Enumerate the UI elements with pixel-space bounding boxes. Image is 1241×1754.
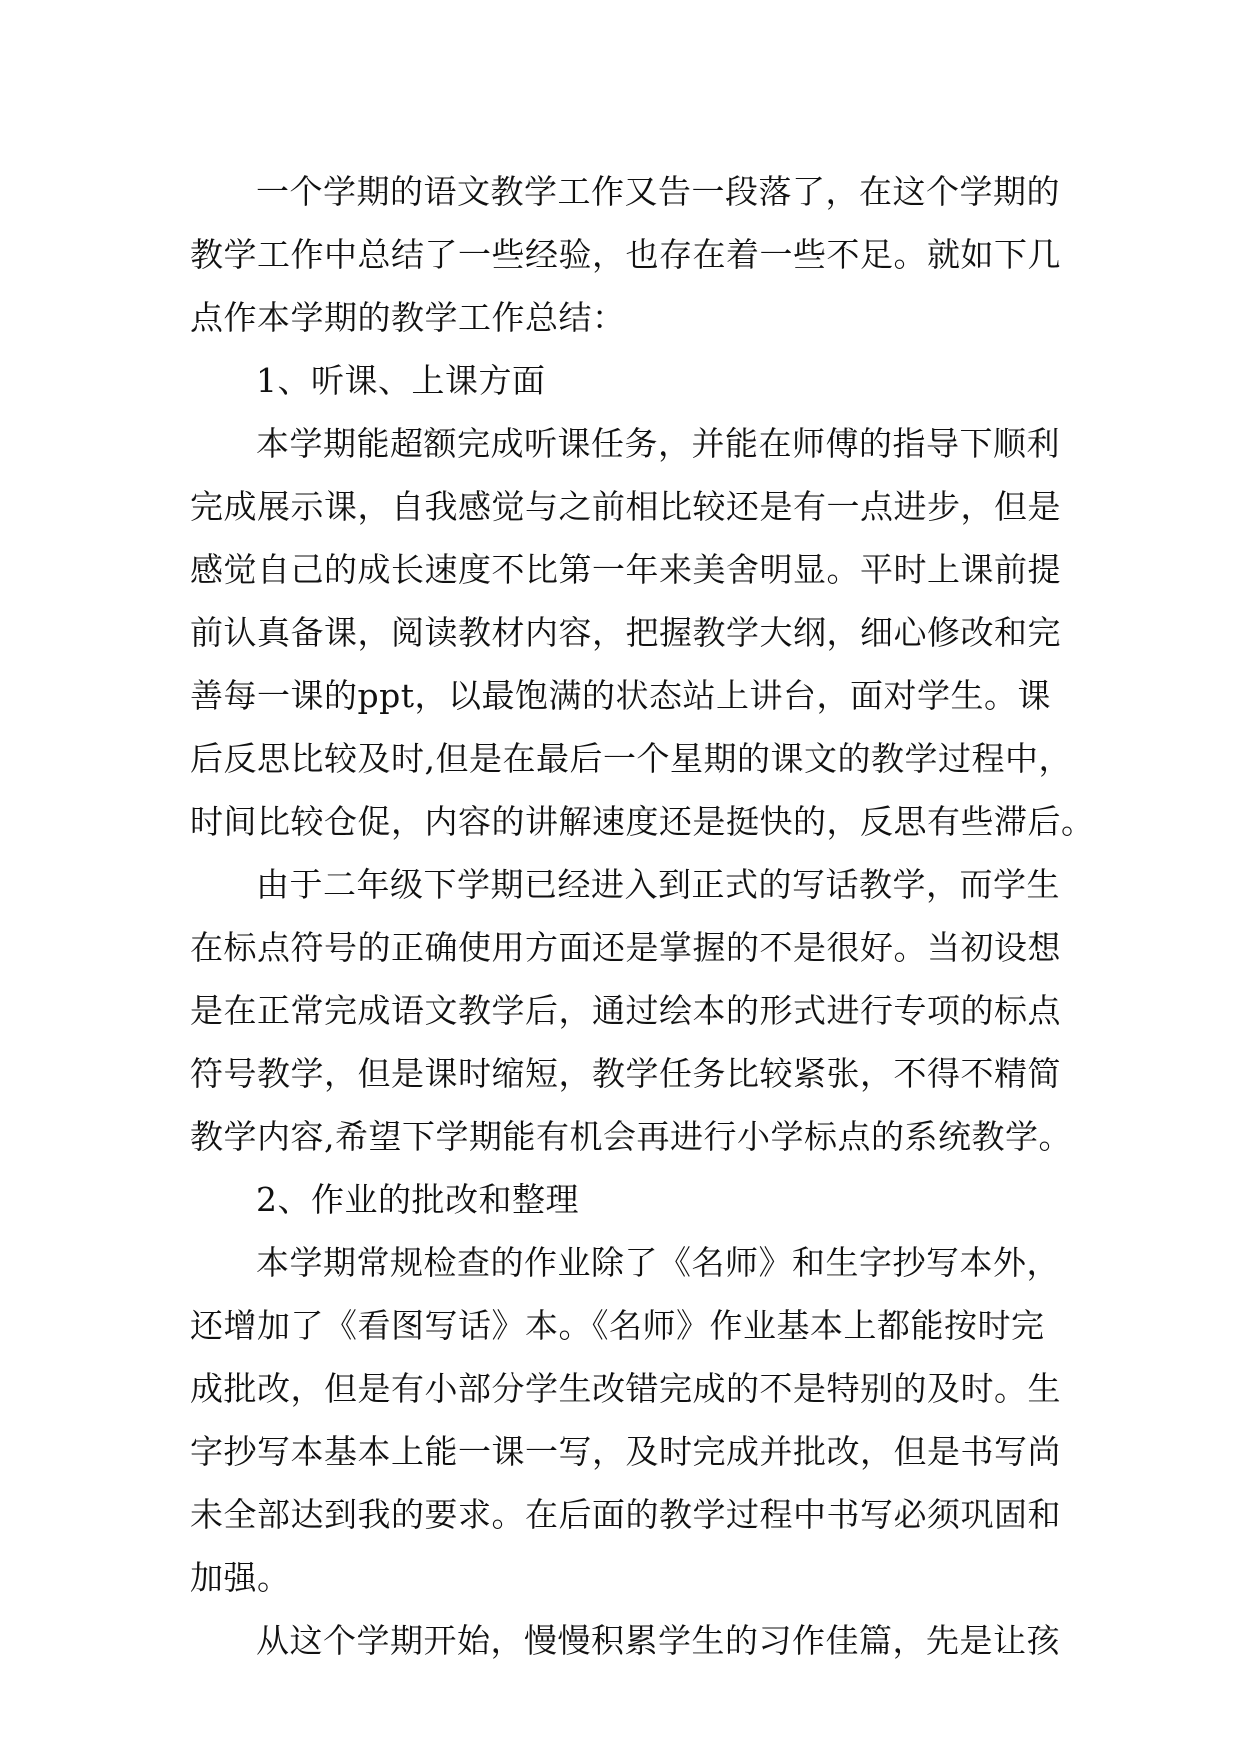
- text-line: 善每一课的ppt，以最饱满的状态站上讲台，面对学生。课: [190, 676, 1052, 715]
- text-line: 在标点符号的正确使用方面还是掌握的不是很好。当初设想: [190, 928, 1061, 967]
- section-heading: 1、听课、上课方面: [256, 361, 546, 400]
- text-line: 是在正常完成语文教学后，通过绘本的形式进行专项的标点: [190, 991, 1061, 1030]
- text-line: 本学期能超额完成听课任务，并能在师傅的指导下顺利: [256, 424, 1060, 463]
- text-line: 后反思比较及时,但是在最后一个星期的课文的教学过程中，: [190, 739, 1072, 778]
- text-line: 本学期常规检查的作业除了《名师》和生字抄写本外，: [256, 1243, 1060, 1282]
- text-line: 教学内容,希望下学期能有机会再进行小学标点的系统教学。: [190, 1117, 1072, 1156]
- text-line: 从这个学期开始，慢慢积累学生的习作佳篇，先是让孩: [256, 1621, 1060, 1660]
- text-line: 时间比较仓促，内容的讲解速度还是挺快的，反思有些滞后。: [190, 802, 1095, 841]
- text-line: 前认真备课，阅读教材内容，把握教学大纲，细心修改和完: [190, 613, 1061, 652]
- text-line: 成批改，但是有小部分学生改错完成的不是特别的及时。生: [190, 1369, 1061, 1408]
- text-line: 由于二年级下学期已经进入到正式的写话教学，而学生: [256, 865, 1060, 904]
- text-line: 教学工作中总结了一些经验，也存在着一些不足。就如下几: [190, 235, 1061, 274]
- text-line: 点作本学期的教学工作总结：: [190, 298, 626, 337]
- document-body: [190, 160, 1095, 1672]
- text-line: 一个学期的语文教学工作又告一段落了，在这个学期的: [256, 172, 1060, 211]
- text-line: 字抄写本基本上能一课一写，及时完成并批改，但是书写尚: [190, 1432, 1061, 1471]
- text-line: 还增加了《看图写话》本。《名师》作业基本上都能按时完: [190, 1306, 1045, 1345]
- text-line: 加强。: [190, 1558, 291, 1597]
- text-line: 未全部达到我的要求。在后面的教学过程中书写必须巩固和: [190, 1495, 1061, 1534]
- section-heading: 2、作业的批改和整理: [256, 1180, 579, 1219]
- text-line: 感觉自己的成长速度不比第一年来美舍明显。平时上课前提: [190, 550, 1061, 589]
- text-line: 完成展示课，自我感觉与之前相比较还是有一点进步，但是: [190, 487, 1061, 526]
- text-line: 符号教学，但是课时缩短，教学任务比较紧张，不得不精简: [190, 1054, 1061, 1093]
